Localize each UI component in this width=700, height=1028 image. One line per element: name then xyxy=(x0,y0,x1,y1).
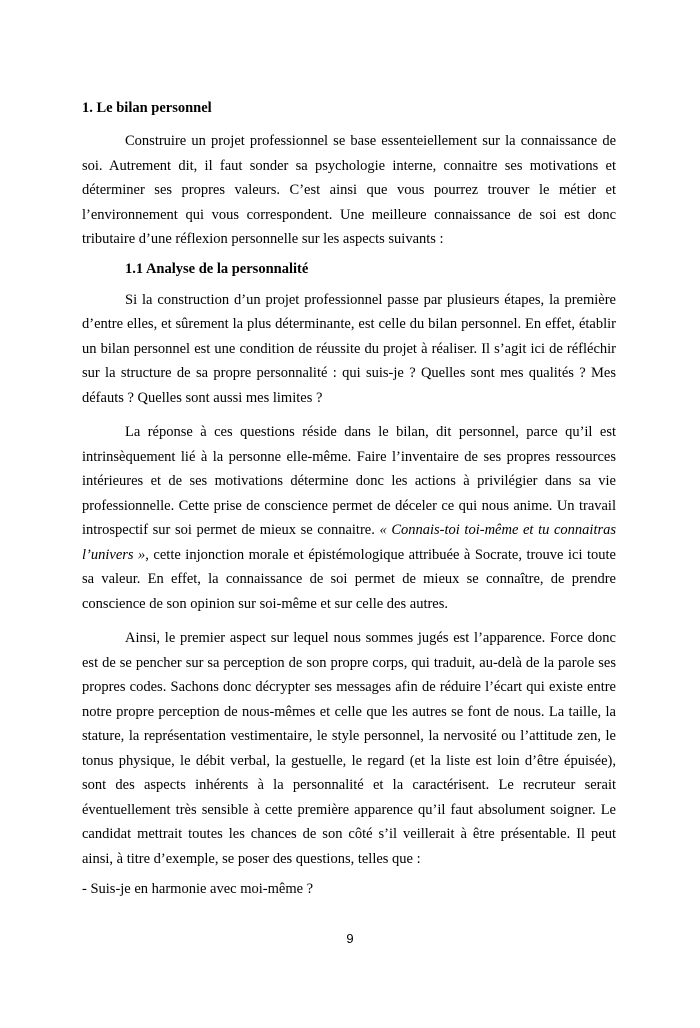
section-title: 1. Le bilan personnel xyxy=(82,100,212,116)
paragraph-2-text-before: La réponse à ces questions réside dans le bilan, dit personnel, parce qu’il est intrinsèquement lié à la personne elle-même. Faire l’inventaire de ses propres ressources intérieures et de ses motivations détermine donc les actions à privilégier dans sa vie professionnelle. Cette prise de conscience permet de déceler ce qui nous anime. Un travail introspectif sur soi permet de mieux se connaitre. xyxy=(82,424,616,538)
paragraph-2 xyxy=(82,420,616,616)
paragraph-1: Si la construction d’un projet professionnel passe par plusieurs étapes, la première d’entre elles, et sûrement la plus déterminante, est celle du bilan personnel. En effet, établir un bilan personnel est une condition de réussite du projet à réaliser. Il s’agit ici de réfléchir sur la structure de sa propre personnalité : qui suis-je ? Quelles sont mes qualités ? Mes défauts ? Quelles sont aussi mes limites ? xyxy=(82,291,616,406)
page-number: 9 xyxy=(346,931,354,946)
paragraph-2-text-after: , cette injonction morale et épistémologique attribuée à Socrate, trouve ici toute sa valeur. En effet, la connaissance de soi permet de mieux se connaître, de prendre conscience de son opinion sur soi-même et sur celle des autres. xyxy=(82,546,616,612)
paragraph-3: Ainsi, le premier aspect sur lequel nous sommes jugés est l’apparence. Force donc est de se pencher sur sa perception de son propre corps, qui traduit, au-delà de la parole ses propres codes. Sachons donc décrypter ses messages afin de réduire l’écart qui existe entre notre propre perception de nous-mêmes et celle que les autres se font de nous. La taille, la stature, la représentation vestimentaire, le style personnel, la nervosité ou l’attitude zen, le tonus physique, le débit verbal, la gestuelle, le regard (et la liste est loin d’être épuisée), sont des aspects inhérents à la personnalité et la caractérisent. Le recruteur serait éventuellement très sensible à cette première apparence qu’il faut absolument soigner. Le candidat mettrait toutes les chances de son côté s’il veillerait à être présentable. Il peut ainsi, à titre d’exemple, se poser des questions, telles que : xyxy=(82,630,616,867)
list-item: - Suis-je en harmonie avec moi-même ? xyxy=(82,881,314,897)
socrates-quote: « Connais-toi toi-même et tu connaitras l’univers » xyxy=(82,522,617,563)
page-content xyxy=(82,97,616,902)
intro-paragraph: Construire un projet professionnel se base essenteiellement sur la connaissance de soi. Autrement dit, il faut sonder sa psychologie interne, connaitre ses motivations et déterminer ses propres valeurs. C’est ainsi que vous pourrez trouver le métier et l’environnement qui vous correspondent. Une meilleure connaissance de soi est donc tributaire d’une réflexion personnelle sur les aspects suivants : xyxy=(82,133,616,247)
subsection-title: 1.1 Analyse de la personnalité xyxy=(125,260,309,277)
